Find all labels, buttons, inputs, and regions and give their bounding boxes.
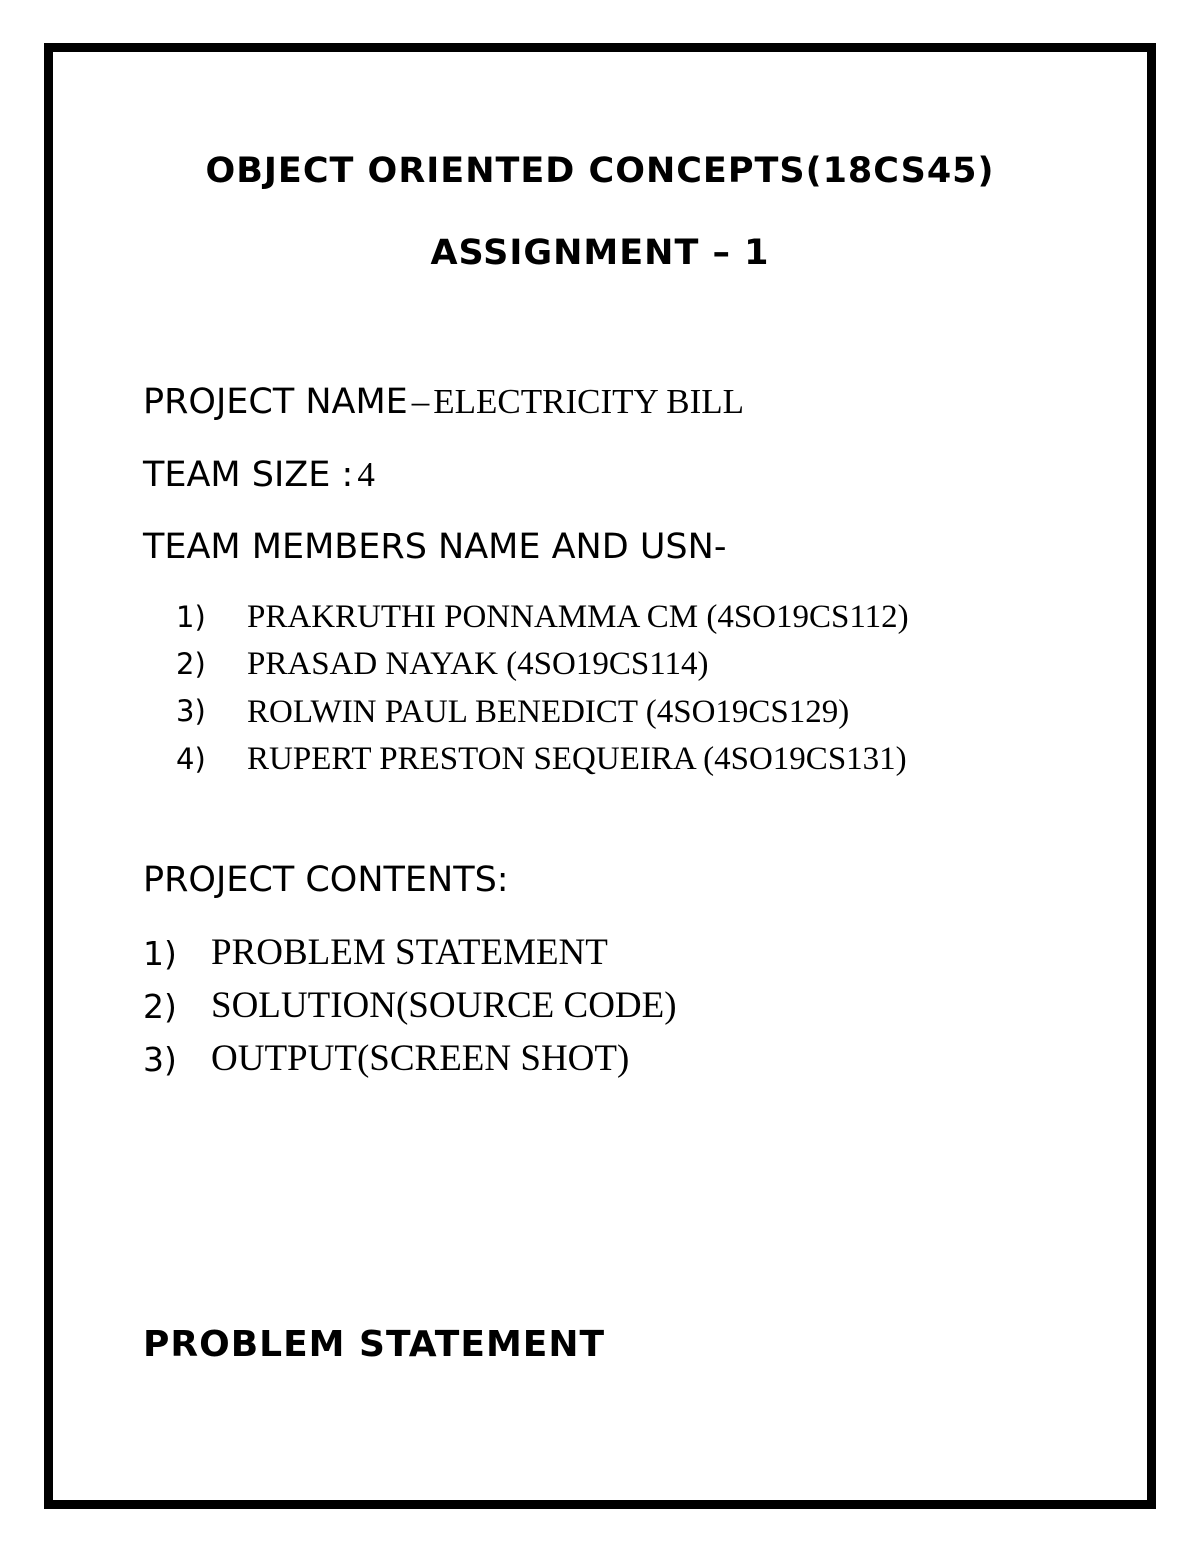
member-name: PRASAD NAYAK (4SO19CS114) — [247, 646, 709, 682]
project-name-separator: – — [411, 382, 430, 421]
member-name: ROLWIN PAUL BENEDICT (4SO19CS129) — [247, 694, 850, 730]
member-name: PRAKRUTHI PONNAMMA CM (4SO19CS112) — [247, 599, 909, 635]
team-size-label: TEAM SIZE : — [143, 455, 354, 495]
project-name-line — [143, 384, 744, 420]
content-number: 2) — [143, 987, 177, 1026]
member-number: 3) — [176, 694, 206, 728]
member-number: 2) — [176, 647, 206, 681]
content-item: OUTPUT(SCREEN SHOT) — [211, 1038, 630, 1079]
team-size-value: 4 — [357, 455, 375, 494]
member-number: 1) — [176, 600, 206, 634]
team-size-line — [143, 457, 375, 493]
assignment-title: ASSIGNMENT – 1 — [430, 233, 770, 273]
project-contents-label: PROJECT CONTENTS: — [143, 860, 509, 900]
course-title: OBJECT ORIENTED CONCEPTS(18CS45) — [205, 151, 995, 191]
content-number: 1) — [143, 934, 177, 973]
content-item: SOLUTION(SOURCE CODE) — [211, 985, 677, 1026]
member-number: 4) — [176, 742, 206, 776]
project-name-label: PROJECT NAME — [143, 382, 408, 422]
problem-statement-heading: PROBLEM STATEMENT — [143, 1324, 606, 1365]
member-name: RUPERT PRESTON SEQUEIRA (4SO19CS131) — [247, 741, 907, 777]
content-item: PROBLEM STATEMENT — [211, 932, 608, 973]
project-name-value: ELECTRICITY BILL — [433, 382, 745, 421]
team-members-label: TEAM MEMBERS NAME AND USN- — [143, 527, 727, 567]
content-number: 3) — [143, 1040, 177, 1079]
